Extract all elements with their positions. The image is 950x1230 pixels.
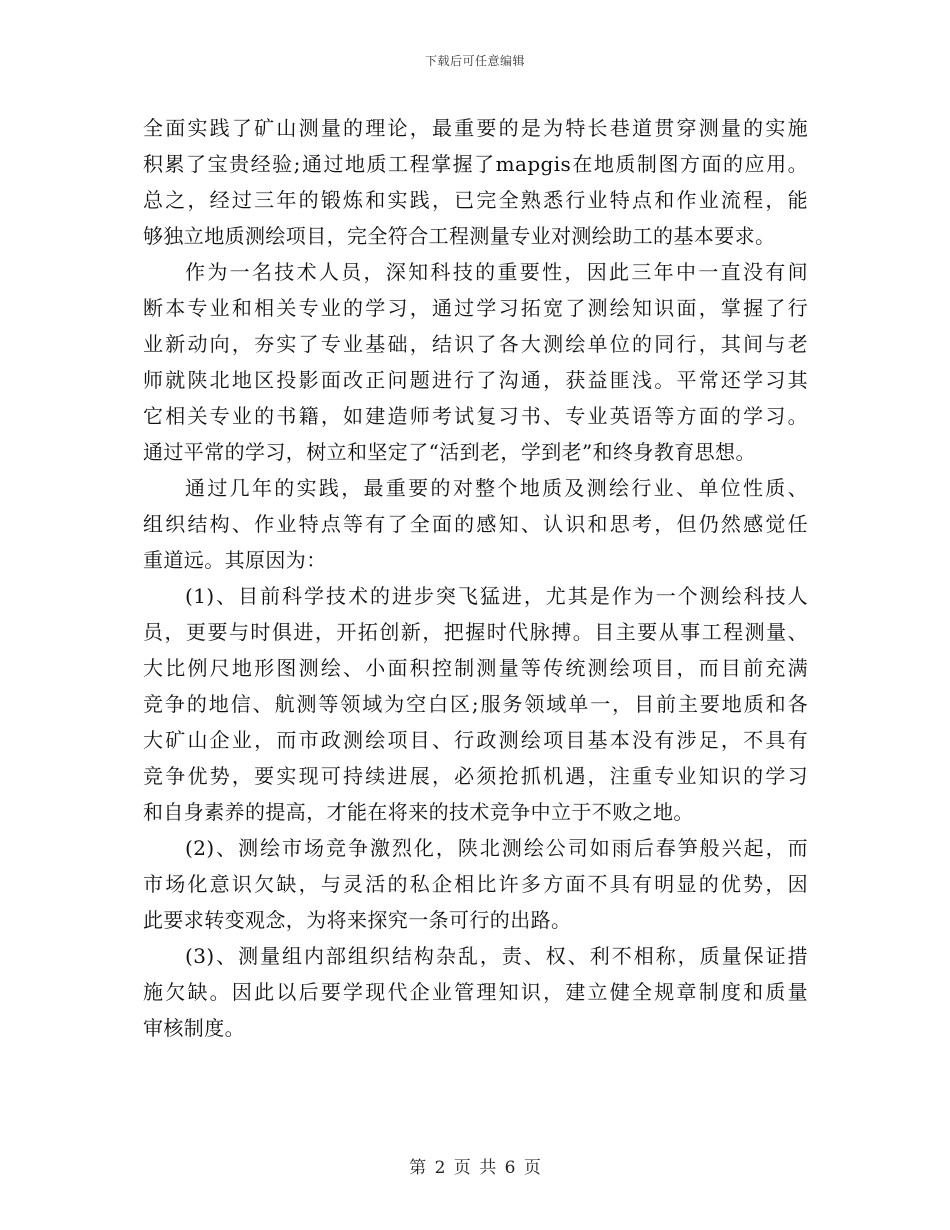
text-line: 和自身素养的提高，才能在将来的技术竞争中立于不败之地。 bbox=[143, 800, 694, 824]
text-line: 市场化意识欠缺，与灵活的私企相比许多方面不具有明显的优势，因 bbox=[143, 872, 808, 896]
text-line: 此要求转变观念，为将来探究一条可行的出路。 bbox=[143, 908, 572, 932]
text-line: 通过平常的学习，树立和坚定了“活到老，学到老”和终身教育思想。 bbox=[143, 440, 756, 464]
text-line: (3)、测量组内部组织结构杂乱，责、权、利不相称，质量保证措 bbox=[185, 944, 808, 968]
text-line: 通过几年的实践，最重要的对整个地质及测绘行业、单位性质、 bbox=[185, 476, 808, 500]
document-body bbox=[143, 110, 808, 1046]
text-line: 断本专业和相关专业的学习，通过学习拓宽了测绘知识面，掌握了行 bbox=[143, 296, 808, 320]
text-line: 全面实践了矿山测量的理论，最重要的是为特长巷道贯穿测量的实施 bbox=[143, 116, 808, 140]
text-line: 它相关专业的书籍，如建造师考试复习书、专业英语等方面的学习。 bbox=[143, 404, 808, 428]
text-line: 施欠缺。因此以后要学现代企业管理知识，建立健全规章制度和质量 bbox=[143, 980, 808, 1004]
text-line: 师就陕北地区投影面改正问题进行了沟通，获益匪浅。平常还学习其 bbox=[143, 368, 808, 392]
text-line: 够独立地质测绘项目，完全符合工程测量专业对测绘助工的基本要求。 bbox=[143, 224, 776, 248]
text-line: 大比例尺地形图测绘、小面积控制测量等传统测绘项目，而目前充满 bbox=[143, 656, 808, 680]
text-line: 组织结构、作业特点等有了全面的感知、认识和思考，但仍然感觉任 bbox=[143, 512, 808, 536]
text-line: 作为一名技术人员，深知科技的重要性，因此三年中一直没有间 bbox=[185, 260, 808, 284]
text-line: 竞争优势，要实现可持续进展，必须抢抓机遇，注重专业知识的学习 bbox=[143, 764, 808, 788]
text-line: 重道远。其原因为： bbox=[143, 548, 327, 572]
text-line: (2)、测绘市场竞争激烈化，陕北测绘公司如雨后春笋般兴起，而 bbox=[185, 836, 808, 860]
page-number-footer: 第 2 页 共 6 页 bbox=[409, 1158, 541, 1178]
page-header: 下载后可任意编辑 bbox=[424, 54, 525, 68]
text-line: 审核制度。 bbox=[143, 1016, 245, 1040]
text-line: 业新动向，夯实了专业基础，结识了各大测绘单位的同行，其间与老 bbox=[143, 332, 808, 356]
text-line: 竞争的地信、航测等领域为空白区;服务领域单一，目前主要地质和各 bbox=[143, 692, 808, 716]
text-line: 大矿山企业，而市政测绘项目、行政测绘项目基本没有涉足，不具有 bbox=[143, 728, 808, 752]
text-line: 总之，经过三年的锻炼和实践，已完全熟悉行业特点和作业流程，能 bbox=[143, 188, 808, 212]
text-line: 积累了宝贵经验;通过地质工程掌握了mapgis在地质制图方面的应用。 bbox=[143, 152, 808, 176]
text-line: 员，更要与时俱进，开拓创新，把握时代脉搏。目主要从事工程测量、 bbox=[143, 620, 808, 644]
text-line: (1)、目前科学技术的进步突飞猛进，尤其是作为一个测绘科技人 bbox=[185, 584, 808, 608]
